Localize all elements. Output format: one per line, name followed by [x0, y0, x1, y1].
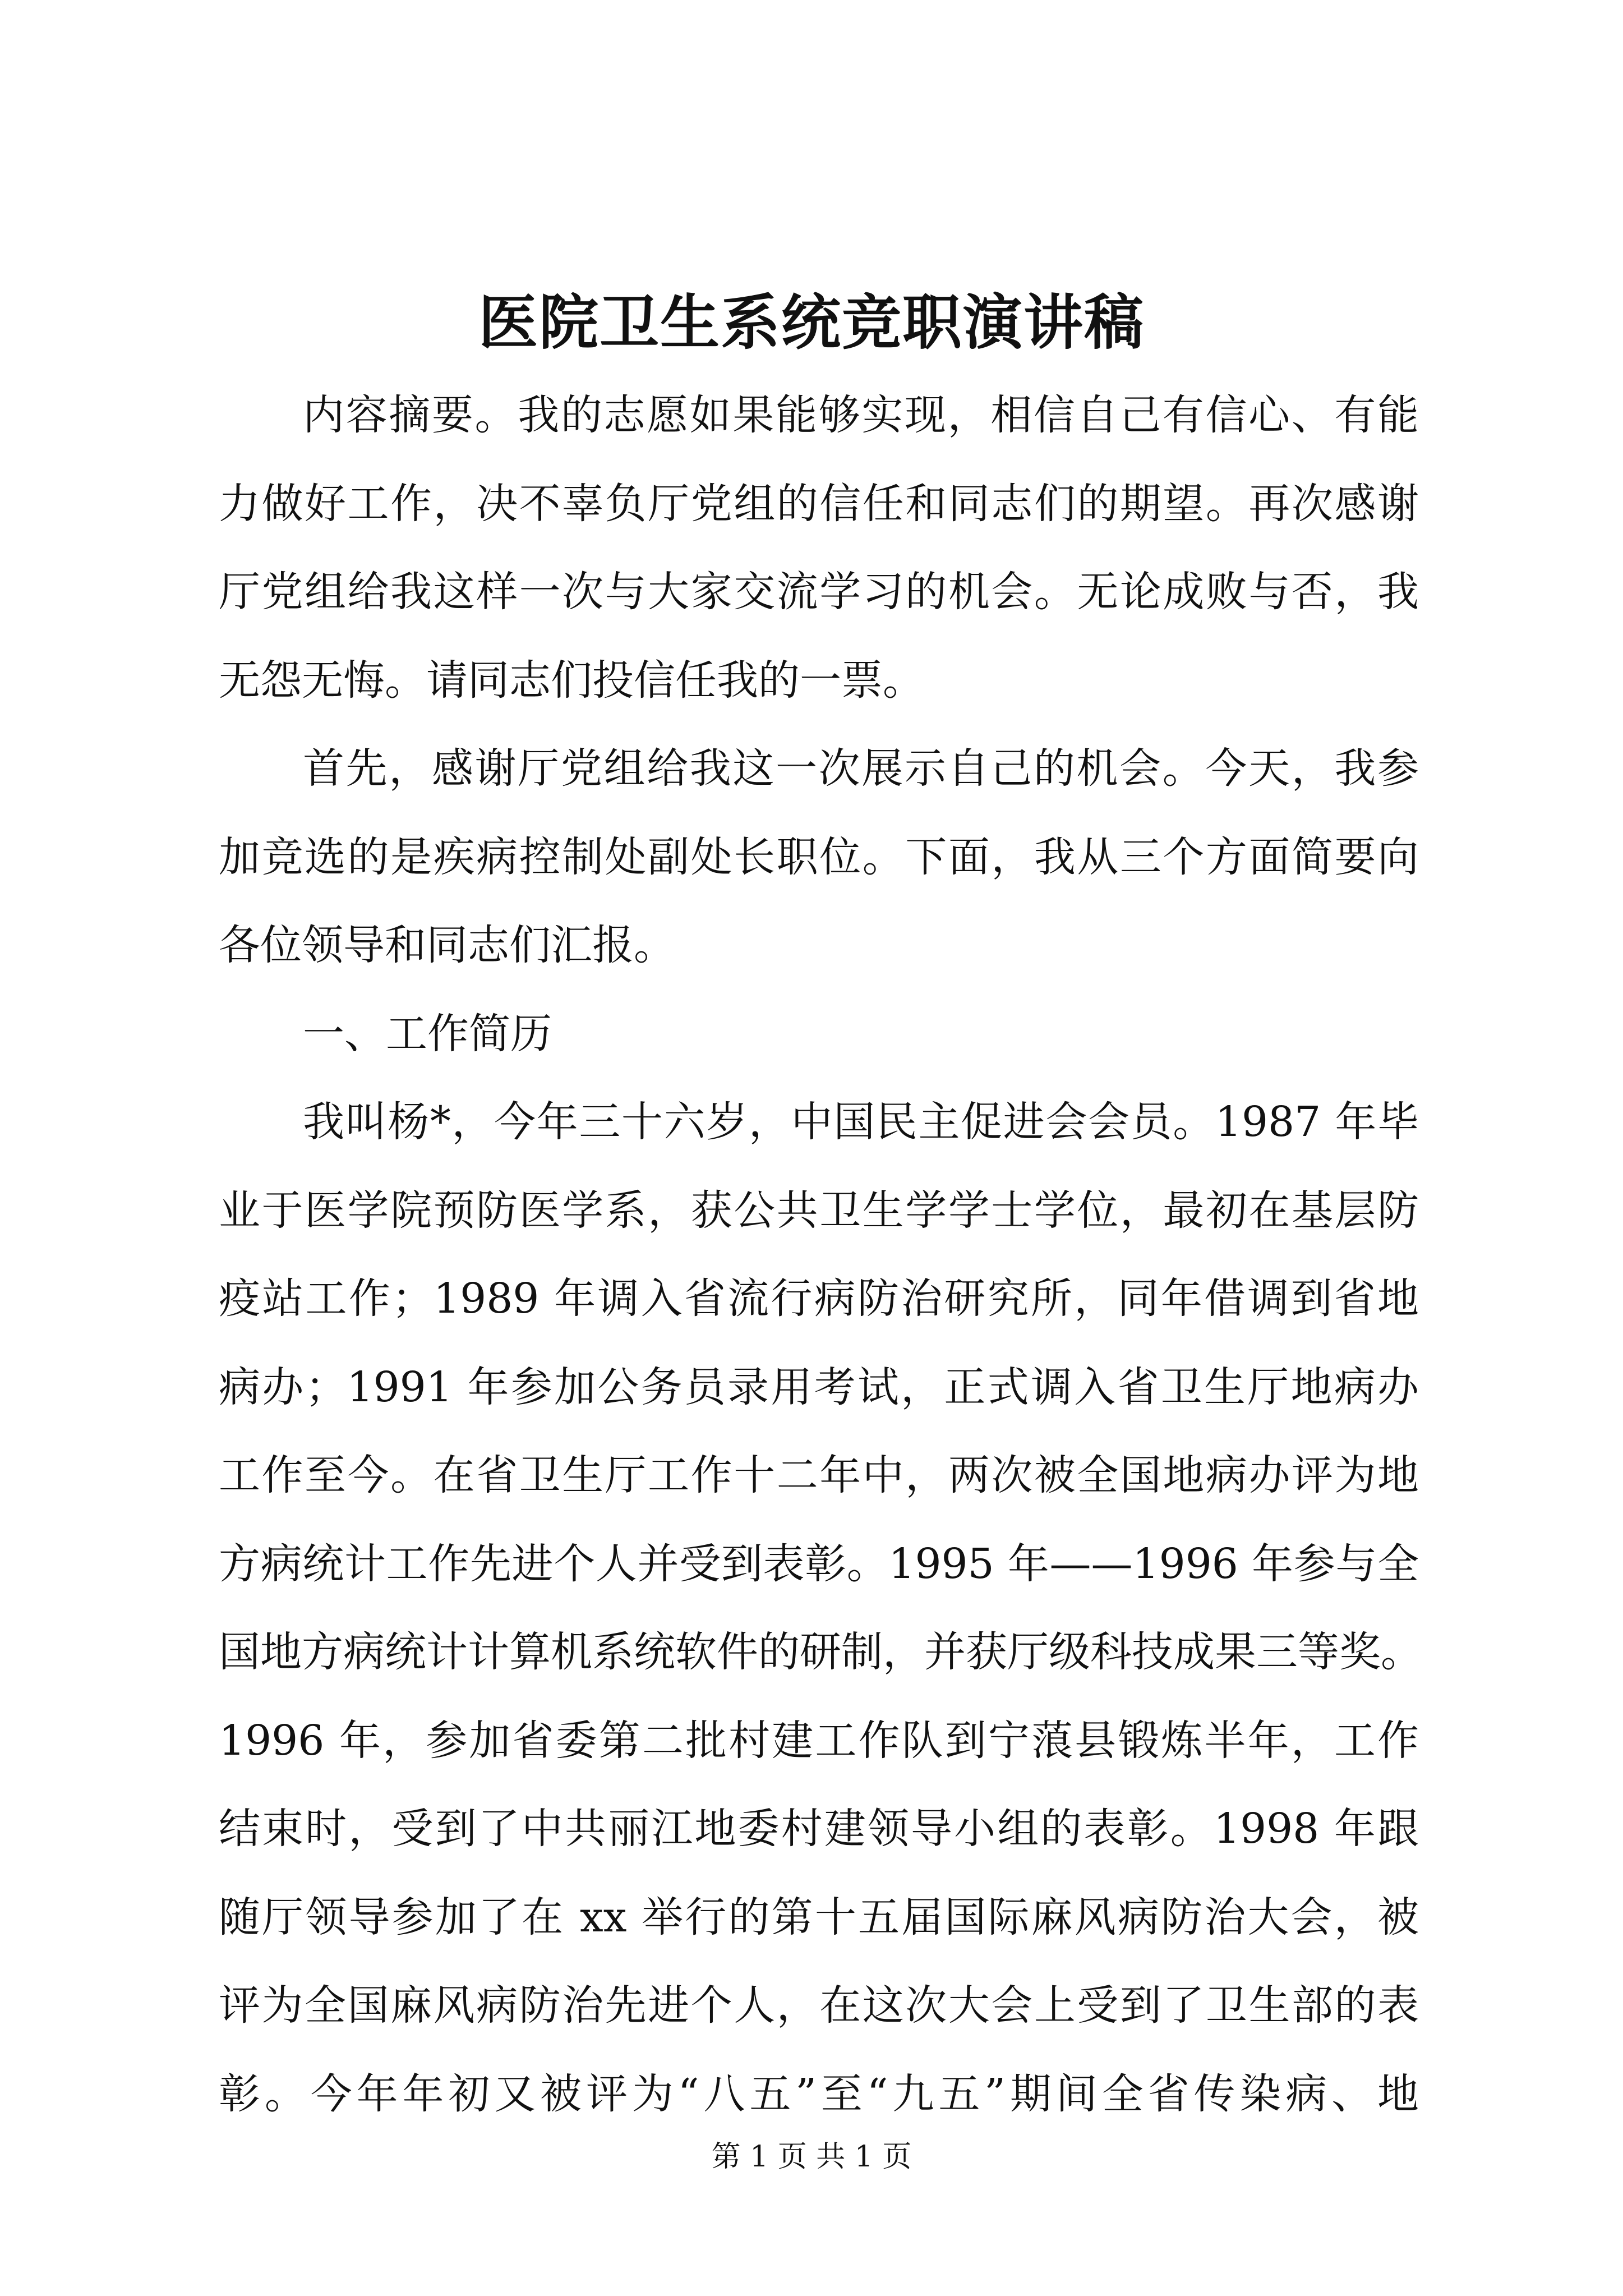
text-line: 无怨无悔。请同志们投信任我的一票。 — [219, 656, 924, 705]
text-line: 我叫杨*，今年三十六岁，中国民主促进会会员。1987 年毕 — [303, 1098, 1419, 1146]
text-line: 各位领导和同志们汇报。 — [219, 921, 675, 969]
text-line: 工作至今。在省卫生厅工作十二年中，两次被全国地病办评为地 — [219, 1451, 1419, 1499]
text-line: 1996 年，参加省委第二批村建工作队到宁蒗县锻炼半年，工作 — [219, 1716, 1419, 1765]
text-line: 厅党组给我这样一次与大家交流学习的机会。无论成败与否，我 — [219, 568, 1419, 616]
text-line: 病办；1991 年参加公务员录用考试，正式调入省卫生厅地病办 — [219, 1363, 1419, 1411]
text-line: 随厅领导参加了在 xx 举行的第十五届国际麻风病防治大会，被 — [219, 1893, 1419, 1941]
text-line: 方病统计工作先进个人并受到表彰。1995 年——1996 年参与全 — [219, 1539, 1419, 1588]
text-line: 一、工作简历 — [303, 1009, 552, 1058]
text-line: 彰。今年年初又被评为“八五”至“九五”期间全省传染病、地 — [219, 2069, 1419, 2118]
text-line: 加竞选的是疾病控制处副处长职位。下面，我从三个方面简要向 — [219, 832, 1419, 881]
text-line: 评为全国麻风病防治先进个人，在这次大会上受到了卫生部的表 — [219, 1981, 1419, 2030]
text-line: 业于医学院预防医学系，获公共卫生学学士学位，最初在基层防 — [219, 1186, 1419, 1235]
text-line: 内容摘要。我的志愿如果能够实现，相信自己有信心、有能 — [303, 391, 1419, 439]
page-footer: 第 1 页 共 1 页 — [711, 2140, 912, 2174]
document-title: 医院卫生系统竞职演讲稿 — [478, 287, 1145, 357]
text-line: 疫站工作；1989 年调入省流行病防治研究所，同年借调到省地 — [219, 1274, 1419, 1323]
text-line: 国地方病统计计算机系统软件的研制，并获厅级科技成果三等奖。 — [219, 1628, 1422, 1676]
text-line: 结束时，受到了中共丽江地委村建领导小组的表彰。1998 年跟 — [219, 1805, 1419, 1853]
text-line: 首先，感谢厅党组给我这一次展示自己的机会。今天，我参 — [303, 744, 1419, 793]
document-body — [219, 371, 1422, 2138]
text-line: 力做好工作，决不辜负厅党组的信任和同志们的期望。再次感谢 — [219, 479, 1419, 528]
